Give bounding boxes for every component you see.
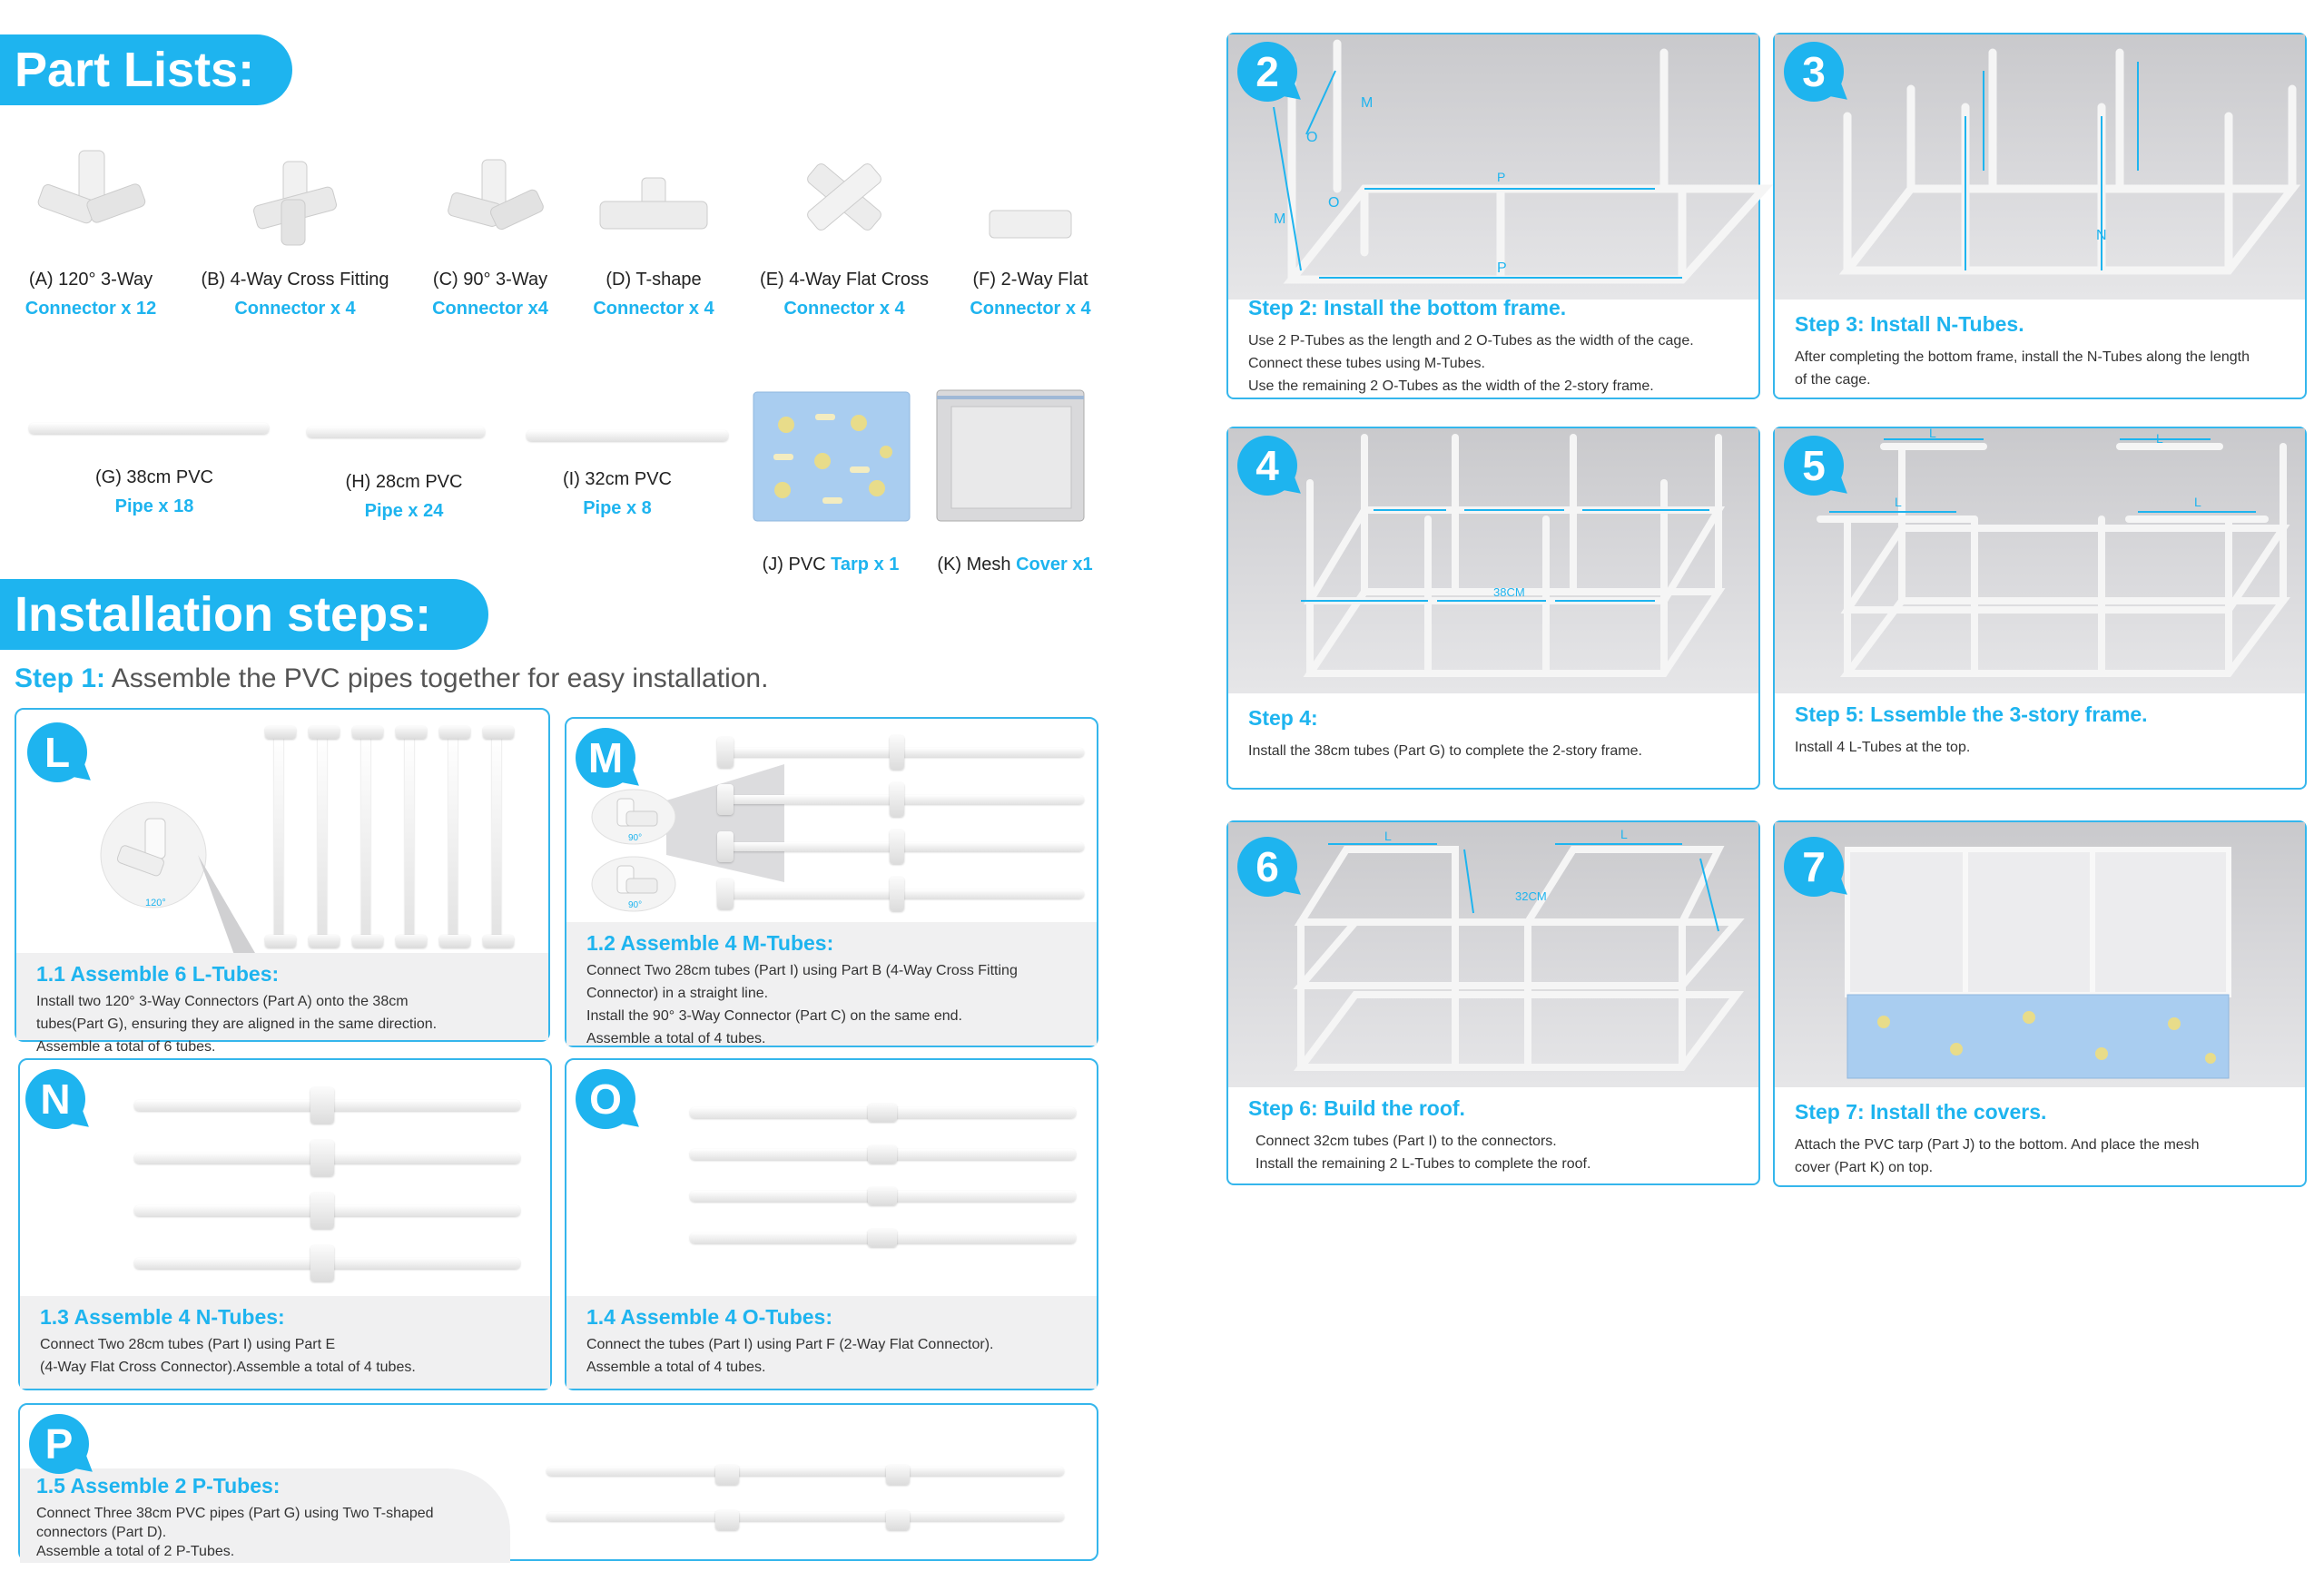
step1-label: Step 1: — [15, 663, 106, 693]
mesh-cover-image — [933, 387, 1088, 525]
step-3-photo — [1775, 34, 2305, 300]
step-2-label-o1: O — [1306, 130, 1318, 145]
part-b-name: (B) 4-Way Cross Fitting — [201, 270, 389, 290]
step-2-label-p1: P — [1497, 170, 1506, 184]
step-7-text — [1795, 1100, 2290, 1179]
part-lists-banner — [0, 34, 292, 105]
step-6-label-l2: L — [1620, 827, 1628, 841]
step-2-line-1: Use 2 P-Tubes as the length and 2 O-Tubes as the width of the cage. — [1248, 333, 1694, 349]
angle-90-label-2: 90° — [628, 900, 643, 910]
pipe-38cm-image — [29, 423, 269, 434]
step-6-line-2: Install the remaining 2 L-Tubes to complete the roof. — [1256, 1156, 1591, 1172]
substep-m-caption — [566, 922, 1097, 1046]
step-4-panel — [1226, 427, 1760, 790]
step-3-label-n: N — [2096, 228, 2107, 243]
substep-m-title: 1.2 Assemble 4 M-Tubes: — [586, 931, 834, 955]
m-tubes-illustration — [721, 732, 1084, 913]
badge-p: P — [29, 1414, 89, 1474]
badge-l: L — [27, 722, 87, 782]
connector-120-icon — [23, 145, 159, 254]
step-2-label-o2: O — [1328, 195, 1340, 211]
part-f-name: (F) 2-Way Flat — [972, 270, 1088, 290]
step-2-line-3: Use the remaining 2 O-Tubes as the width of the 2-story frame. — [1248, 378, 1654, 394]
substep-n-caption — [20, 1296, 550, 1389]
part-i — [527, 465, 708, 523]
part-c — [413, 145, 567, 323]
pipe-32cm-image — [527, 430, 728, 441]
step-7-cage-illustration — [1775, 822, 2309, 1087]
substep-n-line-2: (4-Way Flat Cross Connector).Assemble a total of 4 tubes. — [40, 1360, 416, 1375]
part-j-qty: Tarp x 1 — [831, 555, 900, 574]
pipe-28cm-image — [307, 427, 485, 437]
step-2-label-m2: M — [1274, 211, 1286, 227]
connector-90-detail-icon-1 — [590, 788, 677, 846]
tarp-image — [750, 388, 913, 525]
part-d — [572, 145, 735, 323]
substep-l-line-2: tubes(Part G), ensuring they are aligned in the same direction. — [36, 1016, 438, 1032]
step-6-line-1: Connect 32cm tubes (Part I) to the connectors. — [1256, 1134, 1557, 1149]
step-5-label-l4: L — [2156, 431, 2163, 446]
step-2-label-m1: M — [1361, 95, 1374, 111]
substep-o-caption — [566, 1296, 1097, 1389]
part-a — [9, 145, 172, 323]
substep-l-tubes — [15, 708, 550, 1055]
step-6-label-l1: L — [1384, 829, 1392, 843]
step-5-title: Step 5: Lssemble the 3-story frame. — [1795, 702, 2148, 726]
step-2-label-p2: P — [1497, 260, 1507, 276]
part-e-name: (E) 4-Way Flat Cross — [760, 270, 929, 290]
step-5-text — [1795, 702, 2290, 759]
part-c-qty: Connector x4 — [432, 299, 548, 319]
badge-step-6: 6 — [1237, 837, 1297, 897]
part-h-qty: Pipe x 24 — [364, 501, 444, 521]
substep-o-title: 1.4 Assemble 4 O-Tubes: — [586, 1305, 832, 1329]
step-6-text — [1248, 1096, 1744, 1175]
part-e — [744, 145, 944, 323]
substep-p-title: 1.5 Assemble 2 P-Tubes: — [36, 1474, 281, 1498]
step-6-label-32cm: 32CM — [1515, 889, 1547, 903]
connector-90-icon — [422, 145, 558, 254]
part-a-name: (A) 120° 3-Way — [28, 270, 153, 290]
part-d-name: (D) T-shape — [606, 270, 702, 290]
step-5-label-l1: L — [1895, 495, 1902, 509]
part-f-qty: Connector x 4 — [970, 299, 1091, 319]
substep-l-line-1: Install two 120° 3-Way Connectors (Part A) onto the 38cm — [36, 994, 409, 1009]
step-4-label-38cm: 38CM — [1493, 585, 1525, 599]
part-g — [54, 463, 254, 521]
step-5-line-1: Install 4 L-Tubes at the top. — [1795, 740, 1971, 755]
part-d-qty: Connector x 4 — [593, 299, 714, 319]
step-3-text — [1795, 312, 2290, 391]
p-tubes-illustration — [547, 1459, 1073, 1532]
part-j-name: (J) PVC — [762, 555, 826, 574]
badge-step-4: 4 — [1237, 436, 1297, 496]
substep-l-title: 1.1 Assemble 6 L-Tubes: — [36, 962, 280, 986]
installation-banner — [0, 579, 488, 650]
badge-o: O — [576, 1069, 635, 1129]
installation-title: Installation steps: — [15, 587, 432, 642]
part-k — [924, 550, 1106, 579]
part-h — [304, 467, 504, 525]
substep-m-line-3: Install the 90° 3-Way Connector (Part C) on the same end. — [586, 1008, 962, 1024]
part-g-qty: Pipe x 18 — [114, 496, 194, 516]
step-6-title: Step 6: Build the roof. — [1248, 1096, 1465, 1120]
substep-l-caption — [16, 953, 548, 1055]
step-5-frame-illustration — [1775, 428, 2309, 693]
connector-90-detail-icon-2 — [590, 855, 677, 913]
part-e-qty: Connector x 4 — [783, 299, 905, 319]
badge-step-3: 3 — [1784, 42, 1844, 102]
step-7-line-2: cover (Part K) on top. — [1795, 1160, 1934, 1175]
badge-step-5: 5 — [1784, 436, 1844, 496]
step-6-panel — [1226, 820, 1760, 1185]
part-i-name: (I) 32cm PVC — [562, 469, 673, 489]
substep-p-line-1: Connect Three 38cm PVC pipes (Part G) using Two T-shaped — [36, 1506, 434, 1521]
step-4-photo — [1228, 428, 1758, 693]
step-5-label-l2: L — [2194, 495, 2201, 509]
step-2-title: Step 2: Install the bottom frame. — [1248, 296, 1567, 319]
step-4-text — [1248, 706, 1744, 762]
step-5-panel — [1773, 427, 2307, 790]
substep-m-line-1: Connect Two 28cm tubes (Part I) using Part B (4-Way Cross Fitting — [586, 963, 1018, 978]
substep-l-line-3: Assemble a total of 6 tubes. — [36, 1039, 216, 1055]
step-5-photo — [1775, 428, 2305, 693]
step-3-frame-illustration — [1775, 34, 2309, 300]
step-2-frame-illustration — [1228, 34, 1762, 300]
step-2-text — [1248, 296, 1744, 398]
step-5-label-l3: L — [1929, 426, 1936, 440]
step-6-frame-illustration — [1228, 822, 1762, 1087]
part-h-name: (H) 28cm PVC — [345, 472, 463, 492]
substep-o-line-2: Assemble a total of 4 tubes. — [586, 1360, 766, 1375]
step-3-title: Step 3: Install N-Tubes. — [1795, 312, 2024, 336]
substep-n-tubes — [18, 1058, 552, 1390]
substep-n-line-1: Connect Two 28cm tubes (Part I) using Part E — [40, 1337, 336, 1352]
part-c-name: (C) 90° 3-Way — [432, 270, 548, 290]
part-b — [191, 145, 399, 323]
substep-m-line-4: Assemble a total of 4 tubes. — [586, 1031, 766, 1046]
step-4-frame-illustration — [1228, 428, 1762, 693]
substep-p-line-3: Assemble a total of 2 P-Tubes. — [36, 1544, 235, 1559]
connector-4way-cross-icon — [227, 145, 363, 254]
angle-90-label-1: 90° — [628, 833, 643, 843]
connector-4way-flat-cross-icon — [776, 145, 912, 254]
step-4-line-1: Install the 38cm tubes (Part G) to complete the 2-story frame. — [1248, 743, 1642, 759]
part-a-qty: Connector x 12 — [25, 299, 157, 319]
l-tubes-illustration — [261, 726, 534, 948]
step-2-line-2: Connect these tubes using M-Tubes. — [1248, 356, 1485, 371]
substep-p-line-2: connectors (Part D). — [36, 1525, 167, 1540]
badge-m: M — [576, 728, 635, 788]
step-7-panel — [1773, 820, 2307, 1187]
substep-n-title: 1.3 Assemble 4 N-Tubes: — [40, 1305, 285, 1329]
part-k-qty: Cover x1 — [1016, 555, 1093, 574]
badge-step-2: 2 — [1237, 42, 1297, 102]
part-lists-title: Part Lists: — [15, 43, 255, 97]
connector-t-shape-icon — [586, 145, 722, 254]
substep-o-tubes — [565, 1058, 1098, 1390]
substep-p-tubes — [18, 1403, 1098, 1561]
step-7-photo — [1775, 822, 2305, 1087]
step1-text: Assemble the PVC pipes together for easy installation. — [111, 663, 769, 693]
badge-step-7: 7 — [1784, 837, 1844, 897]
step-3-line-1: After completing the bottom frame, install the N-Tubes along the length — [1795, 349, 2250, 365]
o-tubes-illustration — [690, 1107, 1080, 1252]
substep-o-line-1: Connect the tubes (Part I) using Part F (2-Way Flat Connector). — [586, 1337, 994, 1352]
step-4-title: Step 4: — [1248, 706, 1318, 730]
badge-n: N — [25, 1069, 85, 1129]
part-g-name: (G) 38cm PVC — [94, 467, 214, 487]
p-caption — [36, 1474, 508, 1561]
part-f — [953, 145, 1108, 323]
connector-2way-flat-icon — [962, 145, 1098, 254]
step-3-panel — [1773, 33, 2307, 399]
substep-m-tubes — [565, 717, 1098, 1047]
part-k-name: (K) Mesh — [937, 555, 1011, 574]
part-j — [735, 550, 926, 579]
step-3-line-2: of the cage. — [1795, 372, 1871, 388]
n-tubes-illustration — [134, 1087, 543, 1287]
part-i-qty: Pipe x 8 — [583, 498, 652, 518]
step-7-line-1: Attach the PVC tarp (Part J) to the bottom. And place the mesh — [1795, 1137, 2200, 1153]
step-2-photo — [1228, 34, 1758, 300]
step1-heading — [15, 663, 768, 694]
step-2-panel — [1226, 33, 1760, 399]
angle-120-label: 120° — [145, 898, 166, 908]
substep-m-line-2: Connector) in a straight line. — [586, 986, 769, 1001]
part-b-qty: Connector x 4 — [234, 299, 356, 319]
step-7-title: Step 7: Install the covers. — [1795, 1100, 2047, 1124]
step-6-photo — [1228, 822, 1758, 1087]
